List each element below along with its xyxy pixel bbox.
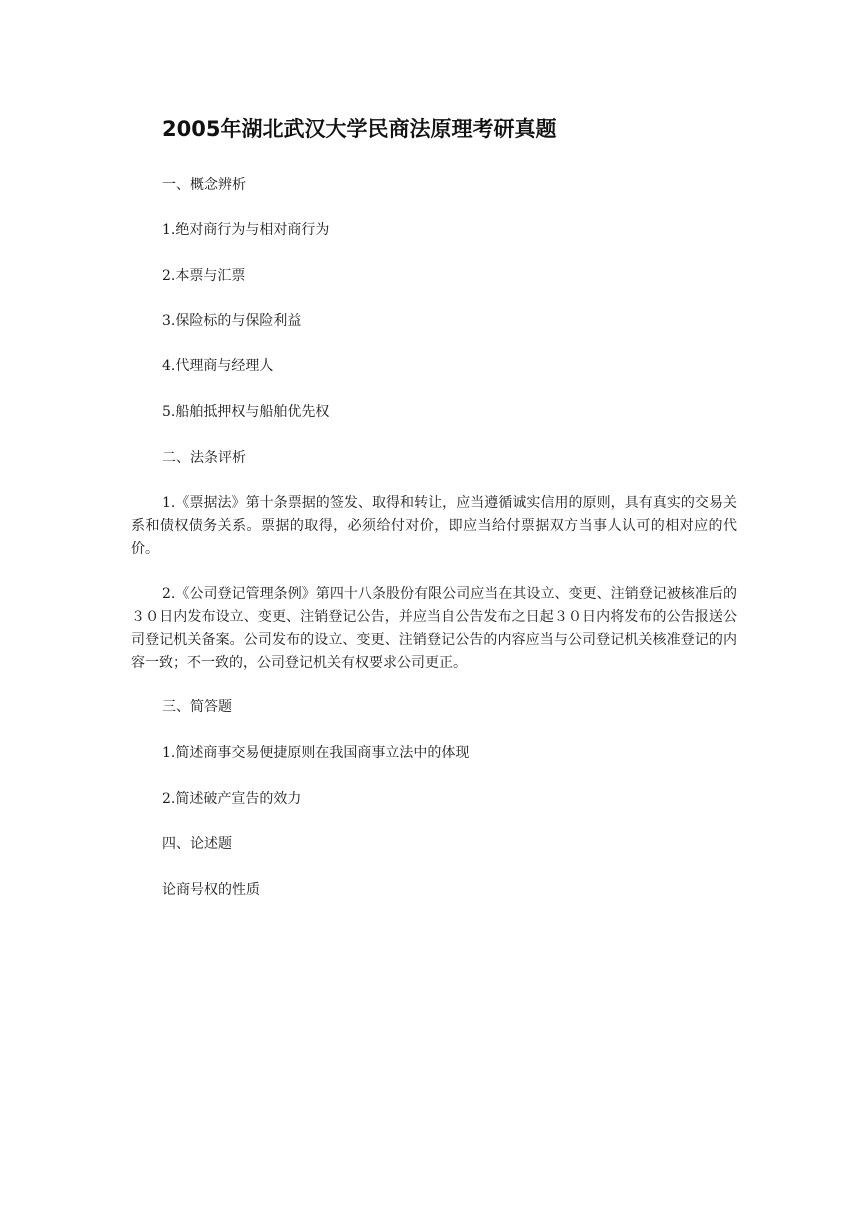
short-answer-item-2: 2.简述破产宣告的效力 [162, 791, 302, 807]
statute-paragraph-1: 1.《票据法》第十条票据的签发、取得和转让，应当遵循诚实信用的原则，具有真实的交易关系和债权债务关系。票据的取得，必须给付对价，即应当给付票据双方当事人认可的相对应的代价。 [131, 495, 737, 557]
concept-item-3: 3.保险标的与保险利益 [162, 313, 302, 329]
section-heading-essay: 四、论述题 [162, 836, 232, 852]
concept-item-4: 4.代理商与经理人 [162, 358, 274, 374]
section-heading-concepts: 一、概念辨析 [162, 177, 246, 193]
concept-item-2: 2.本票与汇票 [162, 268, 246, 284]
section-heading-short-answer: 三、简答题 [162, 699, 232, 715]
essay-item-1: 论商号权的性质 [162, 882, 260, 898]
section-heading-statutes: 二、法条评析 [162, 450, 246, 466]
statute-paragraph-2: 2.《公司登记管理条例》第四十八条股份有限公司应当在其设立、变更、注销登记被核准后的３０日内发布设立、变更、注销登记公告，并应当自公告发布之日起３０日内将发布的公告报送公司登记机关备案。公司发布的设立、变更、注销登记公告的内容应当与公司登记机关核准登记的内容一致；不一致的，公司登记机关有权要求公司更正。 [131, 586, 737, 671]
short-answer-item-1: 1.简述商事交易便捷原则在我国商事立法中的体现 [162, 745, 470, 761]
concept-item-1: 1.绝对商行为与相对商行为 [162, 222, 330, 238]
concept-item-5: 5.船舶抵押权与船舶优先权 [162, 404, 330, 420]
document-title: 2005年湖北武汉大学民商法原理考研真题 [162, 117, 557, 141]
